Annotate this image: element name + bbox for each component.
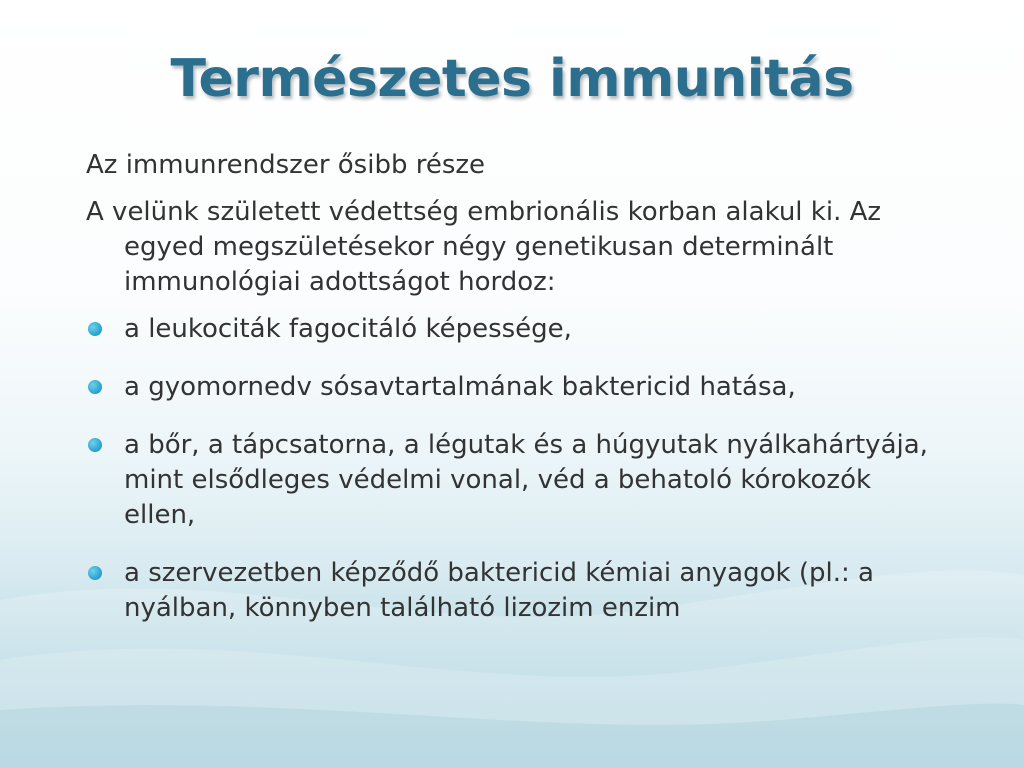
round-bullet-icon	[88, 322, 102, 336]
bullet-text: a leukociták fagocitáló képessége,	[124, 314, 572, 344]
intro-line: Az immunrendszer ősibb része	[86, 150, 486, 180]
bullet-item-chemical-agents	[86, 556, 946, 626]
bullet-item-leukocytes	[86, 312, 946, 347]
round-bullet-icon	[88, 380, 102, 394]
bullet-item-mucosa	[86, 428, 946, 533]
round-bullet-icon	[88, 566, 102, 580]
description-paragraph: A velünk született védettség embrionális korban alakul ki. Az egyed megszületésekor négy genetikusan determinált immunológiai adottságot hordoz:	[86, 197, 882, 297]
round-bullet-icon	[88, 438, 102, 452]
bullet-item-gastric-juice	[86, 370, 946, 405]
slide-body	[86, 148, 946, 649]
bullet-text: a szervezetben képződő baktericid kémiai anyagok (pl.: a nyálban, könnyben található lizozim enzim	[124, 558, 874, 623]
bullet-text: a gyomornedv sósavtartalmának baktericid hatása,	[124, 372, 796, 402]
slide-title: Természetes immunitás	[170, 49, 854, 109]
bullet-text: a bőr, a tápcsatorna, a légutak és a húgyutak nyálkahártyája, mint elsődleges védelmi vonal, véd a behatoló kórokozók ellen,	[124, 430, 928, 530]
